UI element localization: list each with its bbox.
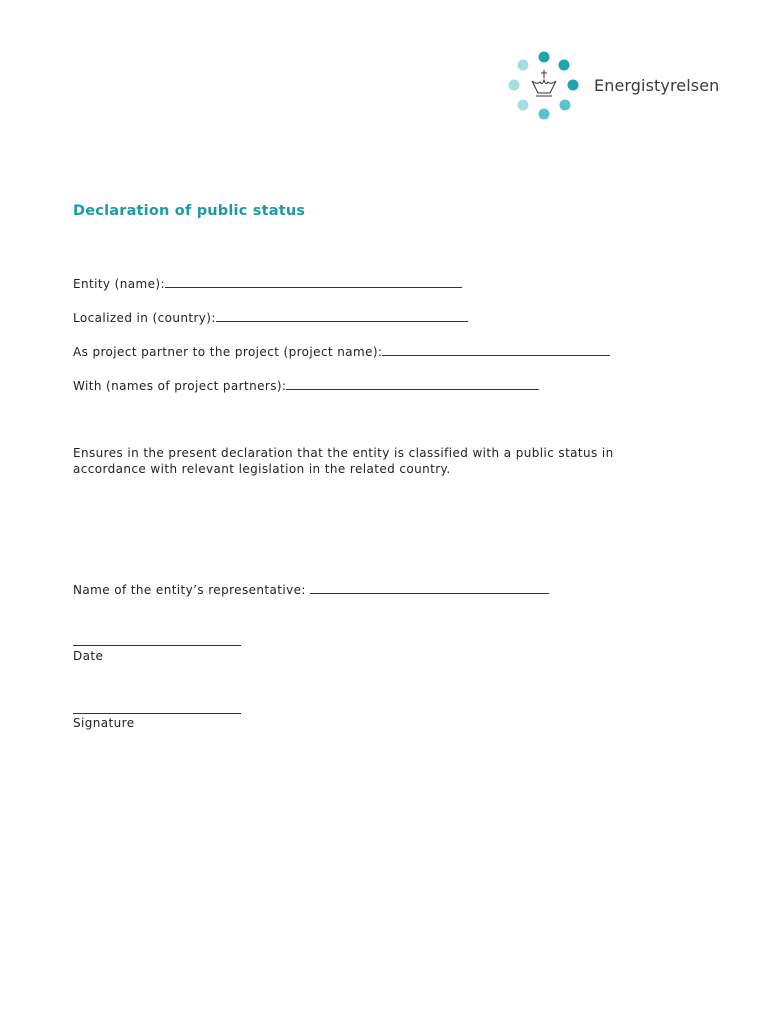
country-field <box>73 308 468 326</box>
representative-label: Name of the entity’s representative: <box>73 583 311 597</box>
project-label: As project partner to the project (project name): <box>73 345 383 359</box>
declaration-statement: Ensures in the present declaration that the entity is classified with a public status in accordance with relevant legislation in the related country. <box>73 446 614 476</box>
project-field <box>73 342 610 360</box>
entity-input-line[interactable] <box>165 274 462 288</box>
representative-field <box>73 580 549 598</box>
country-input-line[interactable] <box>216 308 468 322</box>
entity-field <box>73 274 462 292</box>
date-line[interactable] <box>73 645 241 646</box>
partners-label: With (names of project partners): <box>73 379 287 393</box>
representative-input-line[interactable] <box>310 580 549 594</box>
partners-input-line[interactable] <box>286 376 539 390</box>
logo-wordmark: Energistyrelsen <box>594 76 720 95</box>
crown-dots-icon <box>504 48 584 122</box>
signature-line[interactable] <box>73 713 241 714</box>
entity-label: Entity (name): <box>73 277 165 291</box>
page-title: Declaration of public status <box>73 203 306 219</box>
signature-label: Signature <box>73 716 135 730</box>
date-label: Date <box>73 649 104 663</box>
project-input-line[interactable] <box>382 342 610 356</box>
energistyrelsen-logo <box>504 48 734 122</box>
country-label: Localized in (country): <box>73 311 216 325</box>
partners-field <box>73 376 539 394</box>
